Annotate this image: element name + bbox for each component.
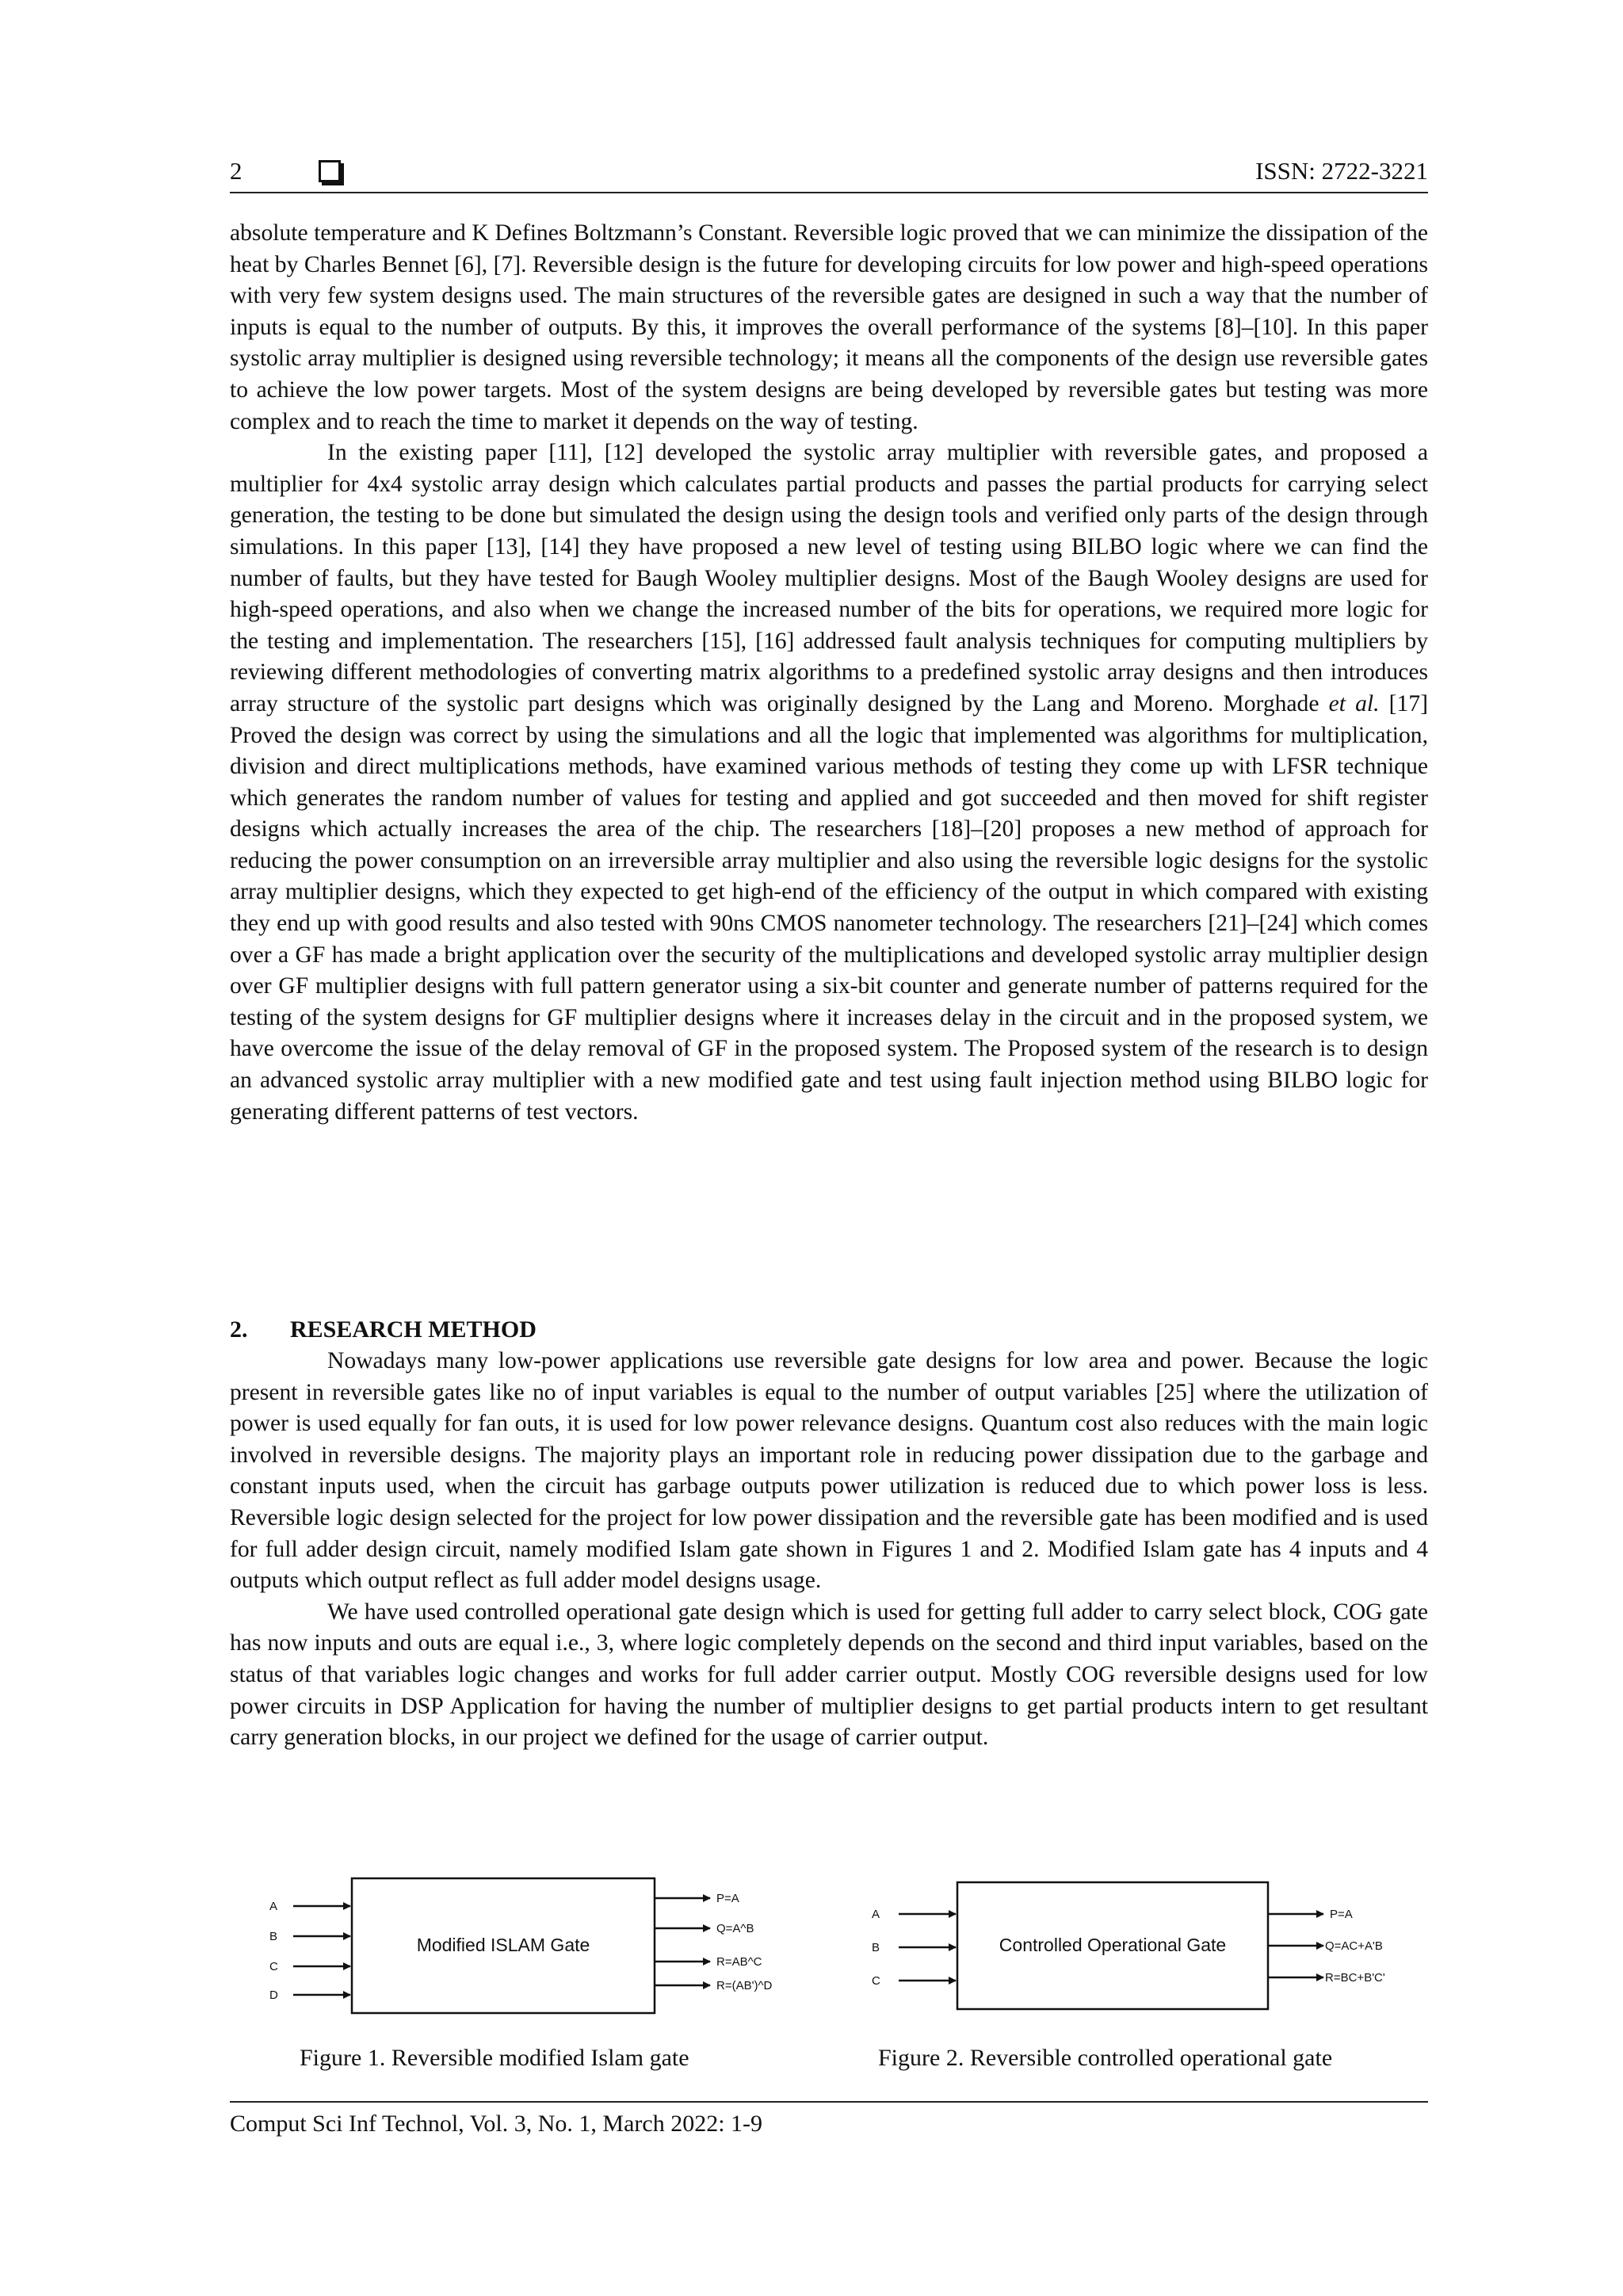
input-arrows [899,1914,956,1981]
cog-gate-svg [864,1882,1403,2009]
gate-label: Modified ISLAM Gate [416,1935,590,1955]
figure-2-caption: Figure 2. Reversible controlled operational gate [878,2045,1333,2071]
figure-1-diagram [262,1874,785,2013]
islam-gate-svg [262,1874,785,2013]
figure-1-caption: Figure 1. Reversible modified Islam gate [300,2045,689,2071]
paragraph-text: [17] Proved the design was correct by using the simulations and all the logic that implemented was algorithms for multiplication, division and direct multiplications methods, have examined various methods of testing they come up with LFSR technique which generates the random number of values for testing and applied and got succeeded and then moved for shift register designs which actually increases the area of the chip. The researchers [18]–[20] proposes a new method of approach for reducing the power consumption on an irreversible array multiplier and also using the reversible logic designs for the systolic array multiplier designs, which they expected to get high-end of the efficiency of the output in which compared with existing they end up with good results and also tested with 90ns CMOS nanometer technology. The researchers [21]–[24] which comes over a GF has made a bright application over the security of the multiplications and developed systolic array multiplier design over GF multiplier designs with full pattern generator using a six-bit counter and generate number of patterns required for the testing of the system designs for GF multiplier designs where it increases delay in the circuit and in the proposed system, we have overcome the issue of the delay removal of GF in the proposed system. The Proposed system of the research is to design an advanced systolic array multiplier with a new modified gate and test using fault injection method using BILBO logic for generating different patterns of test vectors. [230,690,1428,1125]
paragraph [230,437,1428,1128]
input-arrows [293,1906,350,1995]
output-label: R=(AB')^D [716,1979,773,1992]
input-label: A [872,1908,880,1921]
input-label: D [269,1988,278,2002]
section-number: 2. [230,1316,248,1343]
output-label: R=AB^C [716,1955,762,1969]
paragraph-text: In the existing paper [11], [12] developed the systolic array multiplier with reversible gates, and proposed a multiplier for 4x4 systolic array design which calculates partial products and passes the partial products for carrying select generation, the testing to be done but simulated the design using the design tools and verified only parts of the design through simulations. In this paper [13], [14] they have proposed a new level of testing using BILBO logic where we can find the number of faults, but they have tested for Baugh Wooley multiplier designs. Most of the Baugh Wooley designs are used for high-speed operations, and also when we change the increased number of the bits for operations, we required more logic for the testing and implementation. The researchers [15], [16] addressed fault analysis techniques for computing multipliers by reviewing different methodologies of converting matrix algorithms to a predefined systolic array designs and then introduces array structure of the systolic part designs which was originally designed by the Lang and Moreno. Morghade [230,440,1428,716]
output-label: R=BC+B'C' [1325,1971,1385,1985]
page-header [230,157,1428,193]
et-al: et al. [1328,690,1380,716]
input-label: C [872,1974,880,1988]
input-label: B [269,1930,278,1943]
page-number: 2 [230,157,242,185]
output-arrows [1268,1914,1323,1977]
research-method-body [230,1346,1428,1754]
paragraph: We have used controlled operational gate design which is used for getting full adder to carry select block, COG gate has now inputs and outs are equal i.e., 3, where logic completely depends on the second and third input variables, based on the status of that variables logic changes and works for full adder carrier output. Mostly COG reversible designs used for low power circuits in DSP Application for having the number of multiplier designs to get partial products intern to get resultant carry generation blocks, in our project we defined for the usage of carrier output. [230,1599,1428,1751]
section-heading [230,1314,537,1346]
page-footer [230,2101,1428,2137]
input-label: A [269,1900,278,1913]
intro-continuation [230,218,1428,1128]
output-label: P=A [1330,1908,1353,1921]
output-arrows [655,1898,710,1985]
section-title: RESEARCH METHOD [290,1316,537,1343]
figure-2-diagram [864,1882,1403,2009]
paragraph: Nowadays many low-power applications use reversible gate designs for low area and power. Because the logic present in reversible gates like no of input variables is equal to the number of output variables [25] where the utilization of power is used equally for fan outs, it is used for low power relevance designs. Quantum cost also reduces with the main logic involved in reversible designs. The majority plays an important role in reducing power dissipation due to the garbage and constant inputs used, when the circuit has garbage outputs power utilization is reduced due to which power loss is less. Reversible logic design selected for the project for low power dissipation and the reversible gate has been modified and is used for full adder design circuit, namely modified Islam gate shown in Figures 1 and 2. Modified Islam gate has 4 inputs and 4 outputs which output reflect as full adder model designs usage. [230,1348,1428,1594]
output-label: Q=AC+A'B [1325,1939,1383,1953]
output-label: P=A [716,1892,739,1905]
input-label: C [269,1960,278,1973]
issn: ISSN: 2722-3221 [1255,157,1428,185]
input-label: B [872,1941,880,1954]
square-bullet-icon [319,160,341,182]
output-label: Q=A^B [716,1922,754,1935]
gate-label: Controlled Operational Gate [999,1935,1227,1955]
paragraph: absolute temperature and K Defines Boltzmann’s Constant. Reversible logic proved that we can minimize the dissipation of the heat by Charles Bennet [6], [7]. Reversible design is the future for developing circuits for low power and high-speed operations with very few system designs used. The main structures of the reversible gates are designed in such a way that the number of inputs is equal to the number of outputs. By this, it improves the overall performance of the systems [8]–[10]. In this paper systolic array multiplier is designed using reversible technology; it means all the components of the design use reversible gates to achieve the low power targets. Most of the system designs are being developed by reversible gates but testing was more complex and to reach the time to market it depends on the way of testing. [230,220,1428,434]
journal-citation: Comput Sci Inf Technol, Vol. 3, No. 1, March 2022: 1-9 [230,2111,763,2137]
